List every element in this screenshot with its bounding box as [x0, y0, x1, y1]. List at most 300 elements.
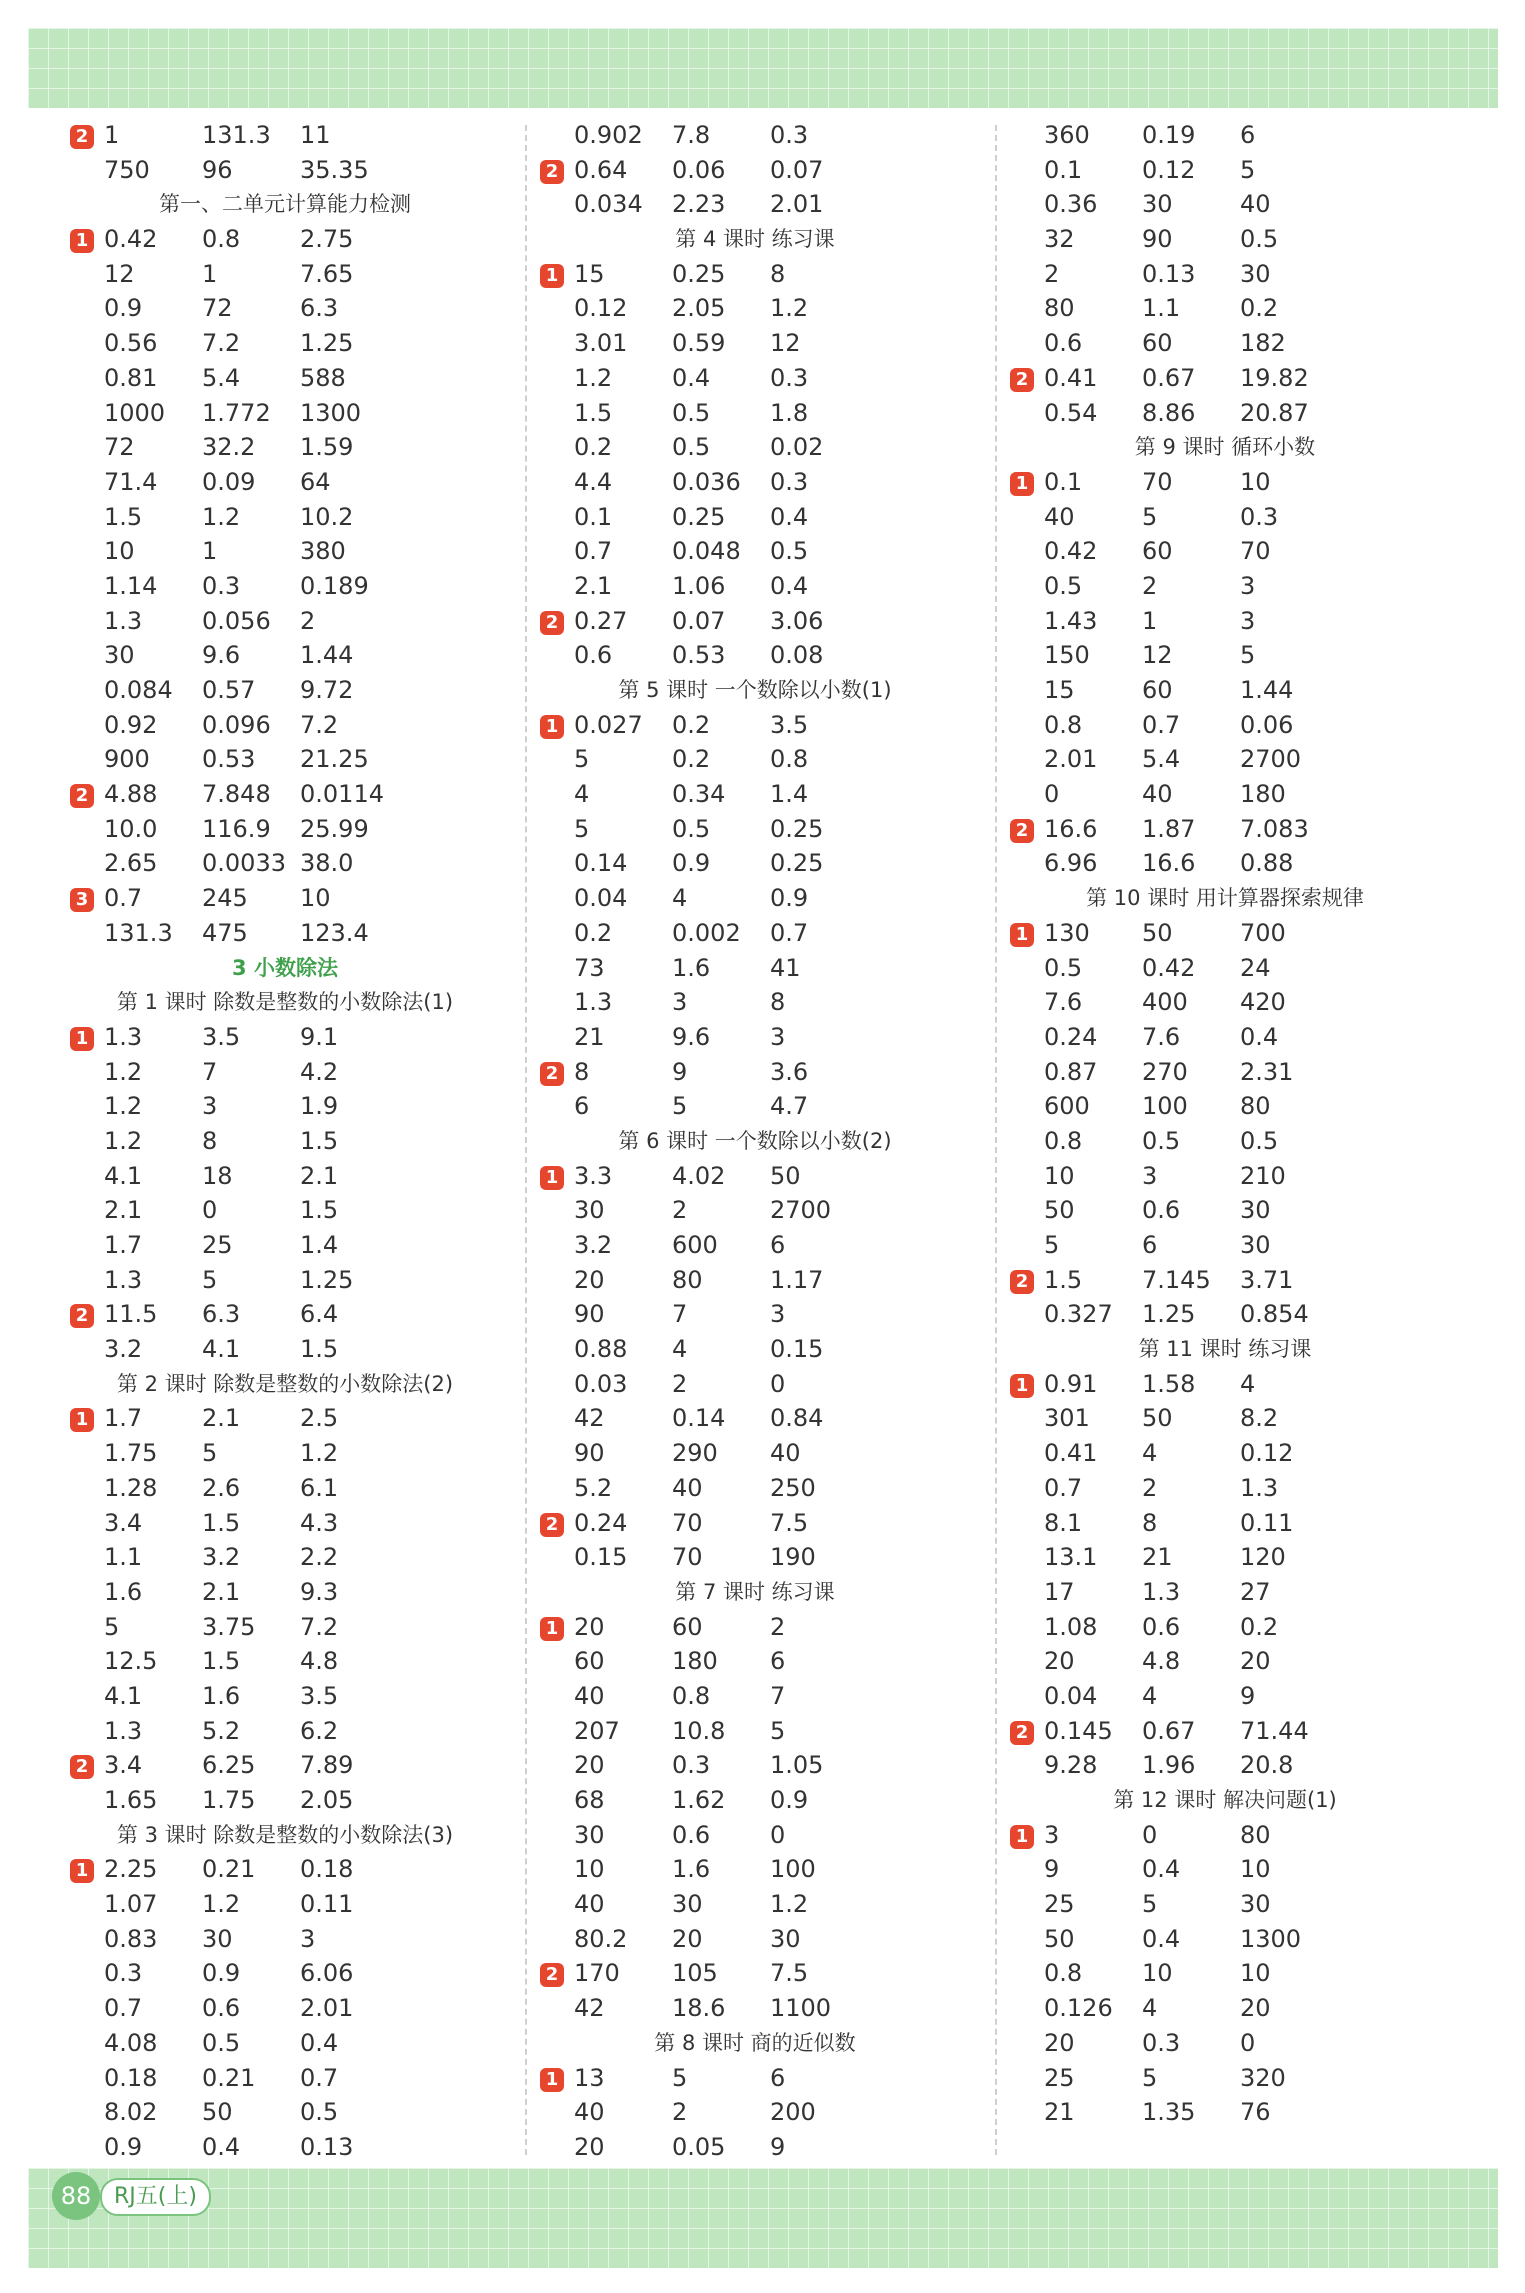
answer-value: 6.3 [300, 294, 339, 323]
answer-value: 0.15 [770, 1335, 824, 1364]
answer-value: 0.25 [770, 849, 824, 878]
answer-value: 0.9 [104, 2132, 143, 2161]
answer-row [540, 708, 970, 743]
answer-value: 1.5 [202, 1508, 241, 1537]
answer-row [70, 534, 500, 569]
answer-value: 0.084 [104, 676, 173, 704]
answer-value: 0.41 [1044, 363, 1098, 392]
answer-row [70, 1714, 500, 1749]
column-divider [995, 125, 997, 2155]
answer-row [540, 1783, 970, 1818]
answer-value: 0.6 [574, 641, 613, 670]
answer-row [1010, 396, 1440, 431]
question-number-badge: 3 [70, 888, 94, 912]
answer-value: 180 [1240, 780, 1286, 809]
answer-value: 50 [770, 1161, 801, 1190]
answer-value: 0.2 [574, 918, 613, 947]
answer-row [1010, 2026, 1440, 2061]
answer-value: 0.54 [1044, 398, 1098, 427]
answer-row [540, 2095, 970, 2130]
answer-value: 13 [574, 2063, 605, 2092]
answer-value: 0.15 [574, 1543, 628, 1572]
answer-value: 2.5 [300, 1404, 339, 1433]
answer-value: 4 [574, 780, 590, 809]
answer-value: 0.6 [1044, 329, 1083, 358]
question-number-badge: 2 [540, 611, 564, 635]
answer-value: 1.5 [1044, 1265, 1083, 1294]
answer-value: 1.3 [104, 1022, 143, 1051]
answer-value: 15 [1044, 676, 1075, 704]
answer-value: 25 [1044, 1890, 1075, 1919]
answer-row [1010, 1471, 1440, 1506]
answer-value: 1.87 [1142, 814, 1196, 843]
answer-value: 0.18 [300, 1855, 354, 1884]
answer-value: 0.88 [574, 1335, 628, 1364]
answer-value: 15 [574, 259, 605, 288]
answer-value: 6.96 [1044, 849, 1098, 878]
answer-row [540, 777, 970, 812]
answer-value: 40 [770, 1439, 801, 1468]
answer-value: 0.854 [1240, 1300, 1309, 1329]
answer-value: 80 [1044, 294, 1075, 323]
answer-value: 7.2 [300, 1612, 339, 1641]
answer-value: 4.2 [300, 1057, 339, 1086]
answer-value: 25 [202, 1231, 233, 1259]
answer-value: 0.5 [1240, 225, 1279, 254]
answer-value: 0.5 [300, 2098, 339, 2127]
answer-value: 0.327 [1044, 1300, 1113, 1329]
answer-value: 4.7 [770, 1092, 809, 1121]
answer-value: 0.53 [202, 745, 256, 774]
answer-value: 0.25 [672, 502, 726, 531]
answer-value: 0.096 [202, 710, 271, 739]
answer-value: 105 [672, 1959, 718, 1988]
answer-value: 1.2 [104, 1126, 143, 1155]
answer-value: 0.3 [1142, 2028, 1181, 2057]
answer-row [1010, 604, 1440, 639]
answer-value: 3 [770, 1300, 786, 1329]
answer-value: 80 [672, 1265, 703, 1294]
answer-value: 3.2 [104, 1335, 143, 1364]
answer-value: 19.82 [1240, 363, 1309, 392]
answer-value: 3.4 [104, 1751, 143, 1780]
answer-row [540, 1401, 970, 1436]
answer-value: 131.3 [104, 918, 173, 947]
answer-value: 13.1 [1044, 1543, 1098, 1572]
answer-value: 700 [1240, 918, 1286, 947]
answer-value: 3.75 [202, 1612, 256, 1641]
answer-row [1010, 465, 1440, 500]
answer-value: 0.5 [1044, 953, 1083, 982]
answer-row [540, 1644, 970, 1679]
answer-value: 5 [1142, 502, 1158, 531]
answer-value: 5 [1142, 1890, 1158, 1919]
answer-row [70, 1748, 500, 1783]
answer-row [70, 1159, 500, 1194]
answer-value: 3.5 [202, 1022, 241, 1051]
book-label: RJ五(上) [100, 2178, 211, 2216]
answer-value: 7 [672, 1300, 688, 1329]
answer-value: 60 [672, 1612, 703, 1641]
answer-value: 1.3 [104, 1265, 143, 1294]
answer-value: 0.2 [574, 433, 613, 462]
answer-value: 1.06 [672, 571, 726, 600]
answer-row [70, 708, 500, 743]
answer-row [70, 569, 500, 604]
answer-value: 6.1 [300, 1473, 339, 1502]
answer-value: 73 [574, 953, 605, 982]
answer-value: 50 [1044, 1196, 1075, 1225]
answer-value: 4.4 [574, 467, 613, 496]
answer-value: 1.43 [1044, 606, 1098, 635]
answer-value: 11 [300, 121, 331, 149]
answer-value: 0.09 [202, 467, 256, 496]
answer-value: 38.0 [300, 849, 354, 878]
answer-value: 30 [1240, 1196, 1271, 1225]
question-number-badge: 2 [1010, 1270, 1034, 1294]
answer-value: 24 [1240, 953, 1271, 982]
answer-row [540, 326, 970, 361]
answer-value: 1.5 [300, 1126, 339, 1155]
answer-value: 0.5 [1240, 1126, 1279, 1155]
answer-value: 30 [574, 1820, 605, 1849]
answer-value: 6.3 [202, 1300, 241, 1329]
question-number-badge: 1 [70, 1408, 94, 1432]
answer-value: 1.5 [300, 1196, 339, 1225]
answer-value: 42 [574, 1994, 605, 2023]
answer-value: 320 [1240, 2063, 1286, 2092]
answer-value: 1.17 [770, 1265, 824, 1294]
answer-value: 4 [1142, 1994, 1158, 2023]
answer-value: 0.048 [672, 537, 741, 566]
question-number-badge: 1 [540, 264, 564, 288]
answer-value: 1.8 [770, 398, 809, 427]
answer-value: 1 [202, 259, 218, 288]
answer-value: 8 [574, 1057, 590, 1086]
answer-value: 0 [1044, 780, 1060, 809]
answer-row [1010, 187, 1440, 222]
answer-row [70, 2026, 500, 2061]
answer-value: 0.4 [770, 571, 809, 600]
answer-row [540, 1228, 970, 1263]
answer-value: 3.2 [202, 1543, 241, 1572]
answer-row [540, 1818, 970, 1853]
answer-value: 0.6 [1142, 1196, 1181, 1225]
answer-value: 6 [770, 1647, 786, 1676]
answer-value: 5.4 [1142, 745, 1181, 774]
answer-row [70, 396, 500, 431]
answer-value: 3 [770, 1022, 786, 1051]
answer-row [540, 1922, 970, 1957]
answer-value: 7 [770, 1681, 786, 1710]
answer-value: 4.8 [300, 1647, 339, 1676]
answer-value: 7.8 [672, 121, 711, 149]
answer-value: 18.6 [672, 1994, 726, 2023]
answer-value: 2.6 [202, 1473, 241, 1502]
answer-value: 0.9 [672, 849, 711, 878]
question-number-badge: 2 [1010, 819, 1034, 843]
answer-value: 9.72 [300, 676, 354, 704]
answer-value: 1.5 [300, 1335, 339, 1364]
answer-value: 1.4 [300, 1231, 339, 1259]
question-number-badge: 2 [540, 1963, 564, 1987]
answer-value: 1.4 [770, 780, 809, 809]
answer-value: 1.2 [202, 502, 241, 531]
lesson-heading: 第 8 课时 商的近似数 [654, 2030, 856, 2055]
answer-value: 400 [1142, 988, 1188, 1017]
lesson-heading: 第 1 课时 除数是整数的小数除法(1) [116, 990, 454, 1015]
answer-value: 0.92 [104, 710, 158, 739]
answer-value: 5.2 [574, 1473, 613, 1502]
answer-row [540, 500, 970, 535]
answer-value: 3.6 [770, 1057, 809, 1086]
answer-row [540, 881, 970, 916]
lesson-heading: 第 12 课时 解决问题(1) [1113, 1788, 1337, 1812]
question-number-badge: 1 [540, 1166, 564, 1190]
answer-value: 1.59 [300, 433, 354, 462]
answer-value: 6 [770, 2063, 786, 2092]
answer-value: 2 [770, 1612, 786, 1641]
answer-value: 1.3 [574, 988, 613, 1017]
answer-row [540, 1020, 970, 1055]
answer-value: 0.25 [672, 259, 726, 288]
answer-value: 290 [672, 1439, 718, 1468]
answer-value: 0.04 [574, 884, 628, 913]
answer-value: 1.7 [104, 1404, 143, 1433]
answer-row [1010, 742, 1440, 777]
answer-value: 0.8 [770, 745, 809, 774]
answer-value: 2 [1142, 571, 1158, 600]
answer-value: 1000 [104, 398, 166, 427]
answer-value: 5 [770, 1716, 786, 1745]
lesson-heading: 第 3 课时 除数是整数的小数除法(3) [116, 1822, 454, 1847]
answer-value: 0.027 [574, 710, 643, 739]
answer-value: 1.1 [1142, 294, 1181, 323]
answer-row [540, 604, 970, 639]
answer-value: 0.67 [1142, 1716, 1196, 1745]
question-number-badge: 2 [70, 1304, 94, 1328]
answer-value: 0.3 [672, 1751, 711, 1780]
answer-value: 6 [1142, 1231, 1158, 1259]
answer-value: 0.7 [1044, 1473, 1083, 1502]
answer-row [1010, 1263, 1440, 1298]
answer-value: 0.145 [1044, 1716, 1113, 1745]
answer-value: 18 [202, 1161, 233, 1190]
answer-value: 250 [770, 1473, 816, 1502]
answer-value: 1.44 [1240, 676, 1294, 704]
answer-value: 0.57 [202, 676, 256, 704]
answer-value: 0.8 [1044, 710, 1083, 739]
answer-value: 0.7 [1142, 710, 1181, 739]
answer-row [1010, 257, 1440, 292]
answer-row [540, 396, 970, 431]
answer-value: 4.1 [104, 1161, 143, 1190]
answer-value: 0.4 [770, 502, 809, 531]
answer-row [1010, 2095, 1440, 2130]
answer-value: 0.27 [574, 606, 628, 635]
answer-value: 72 [104, 433, 135, 462]
answer-value: 3 [300, 1924, 316, 1953]
answer-value: 30 [1240, 1231, 1271, 1259]
answer-row [540, 846, 970, 881]
answer-value: 7.6 [1142, 1022, 1181, 1051]
answer-value: 600 [1044, 1092, 1090, 1121]
answer-value: 190 [770, 1543, 816, 1572]
answer-row [540, 951, 970, 986]
answer-row [70, 1332, 500, 1367]
answer-value: 10 [300, 884, 331, 913]
answer-row [540, 1089, 970, 1124]
answer-row [540, 1263, 970, 1298]
answer-value: 40 [1044, 502, 1075, 531]
answer-value: 207 [574, 1716, 620, 1745]
answer-value: 6 [770, 1231, 786, 1259]
answer-value: 0.902 [574, 121, 643, 149]
answer-value: 70 [1142, 467, 1173, 496]
answer-row [540, 1159, 970, 1194]
answer-row [70, 777, 500, 812]
answer-value: 1.7 [104, 1231, 143, 1259]
answer-value: 20 [672, 1924, 703, 1953]
answer-value: 5.4 [202, 363, 241, 392]
answer-row [70, 742, 500, 777]
answer-value: 21 [574, 1022, 605, 1051]
answer-value: 270 [1142, 1057, 1188, 1086]
answer-value: 8.2 [1240, 1404, 1279, 1433]
answer-value: 0.42 [1142, 953, 1196, 982]
answer-row [70, 604, 500, 639]
answer-value: 10 [1142, 1959, 1173, 1988]
answer-value: 2700 [1240, 745, 1302, 774]
answer-value: 40 [1240, 190, 1271, 219]
answer-row [1010, 1124, 1440, 1159]
answer-value: 2.1 [104, 1196, 143, 1225]
answer-value: 7.5 [770, 1508, 809, 1537]
answer-value: 32.2 [202, 433, 256, 462]
answer-row [70, 1922, 500, 1957]
answer-value: 0.3 [770, 121, 809, 149]
answer-row [540, 1714, 970, 1749]
answer-row [70, 291, 500, 326]
answer-row [70, 1124, 500, 1159]
answer-row [70, 1887, 500, 1922]
answer-value: 30 [1240, 1890, 1271, 1919]
answer-row [1010, 291, 1440, 326]
answer-value: 1.25 [300, 1265, 354, 1294]
answer-value: 7.145 [1142, 1265, 1211, 1294]
answer-row [70, 118, 500, 153]
question-number-badge: 1 [540, 715, 564, 739]
answer-value: 1.2 [574, 363, 613, 392]
lesson-heading: 第 7 课时 练习课 [675, 1579, 835, 1604]
answer-row [1010, 708, 1440, 743]
answer-row [1010, 153, 1440, 188]
answer-row [70, 1540, 500, 1575]
answer-value: 0.1 [574, 502, 613, 531]
lesson-heading: 第一、二单元计算能力检测 [159, 192, 411, 217]
answer-value: 30 [1240, 259, 1271, 288]
answer-value: 10 [104, 537, 135, 566]
answer-value: 1.62 [672, 1786, 726, 1814]
answer-value: 0.06 [1240, 710, 1294, 739]
answer-value: 5 [672, 1092, 688, 1121]
answer-value: 0.002 [672, 918, 741, 947]
answer-value: 0.9 [770, 884, 809, 913]
answer-value: 9.28 [1044, 1751, 1098, 1780]
answer-value: 76 [1240, 2098, 1271, 2127]
answer-row [540, 1436, 970, 1471]
answer-row [540, 1332, 970, 1367]
answer-value: 1.75 [202, 1786, 256, 1814]
answer-value: 0.14 [574, 849, 628, 878]
question-number-badge: 2 [540, 160, 564, 184]
answer-value: 20.87 [1240, 398, 1309, 427]
answer-value: 8 [770, 988, 786, 1017]
question-number-badge: 2 [1010, 1721, 1034, 1745]
answer-value: 0.7 [574, 537, 613, 566]
answer-value: 7.2 [202, 329, 241, 358]
answer-value: 64 [300, 467, 331, 496]
answer-value: 42 [574, 1404, 605, 1433]
answer-value: 2 [672, 2098, 688, 2127]
answer-value: 0.056 [202, 606, 271, 635]
answer-value: 0.13 [1142, 259, 1196, 288]
answer-value: 0.42 [1044, 537, 1098, 566]
answer-row [540, 1506, 970, 1541]
answer-value: 0.4 [300, 2028, 339, 2057]
answer-value: 0 [770, 1369, 786, 1398]
answer-row [540, 916, 970, 951]
answer-value: 0.7 [770, 918, 809, 947]
answer-value: 0.56 [104, 329, 158, 358]
answer-value: 4 [1240, 1369, 1256, 1398]
answer-row [540, 465, 970, 500]
answer-value: 0.59 [672, 329, 726, 358]
answer-value: 30 [672, 1890, 703, 1919]
answer-value: 1.772 [202, 398, 271, 427]
answer-value: 0.8 [202, 225, 241, 254]
answer-row [70, 1956, 500, 1991]
answer-value: 900 [104, 745, 150, 774]
answer-value: 380 [300, 537, 346, 566]
answer-row [540, 569, 970, 604]
column-divider [525, 125, 527, 2155]
answer-value: 0.42 [104, 225, 158, 254]
answer-value: 90 [574, 1300, 605, 1329]
page-number: 88 [52, 2172, 100, 2220]
answer-row [1010, 1956, 1440, 1991]
answer-value: 1.07 [104, 1890, 158, 1919]
answer-value: 21.25 [300, 745, 369, 774]
answer-value: 9 [770, 2132, 786, 2161]
question-number-badge: 2 [540, 1513, 564, 1537]
answer-value: 0.05 [672, 2132, 726, 2161]
answer-value: 60 [574, 1647, 605, 1676]
answer-value: 4.1 [104, 1681, 143, 1710]
answer-value: 90 [574, 1439, 605, 1468]
answer-value: 1.65 [104, 1786, 158, 1814]
answer-value: 0.5 [672, 398, 711, 427]
answer-value: 0.9 [104, 294, 143, 323]
answer-value: 9 [1240, 1681, 1256, 1710]
answer-value: 20.8 [1240, 1751, 1294, 1780]
answer-value: 17 [1044, 1577, 1075, 1606]
answer-value: 1.35 [1142, 2098, 1196, 2127]
answer-value: 4.88 [104, 780, 158, 809]
answer-value: 1.58 [1142, 1369, 1196, 1398]
answer-value: 0.13 [300, 2132, 354, 2161]
answer-value: 1.6 [202, 1681, 241, 1710]
